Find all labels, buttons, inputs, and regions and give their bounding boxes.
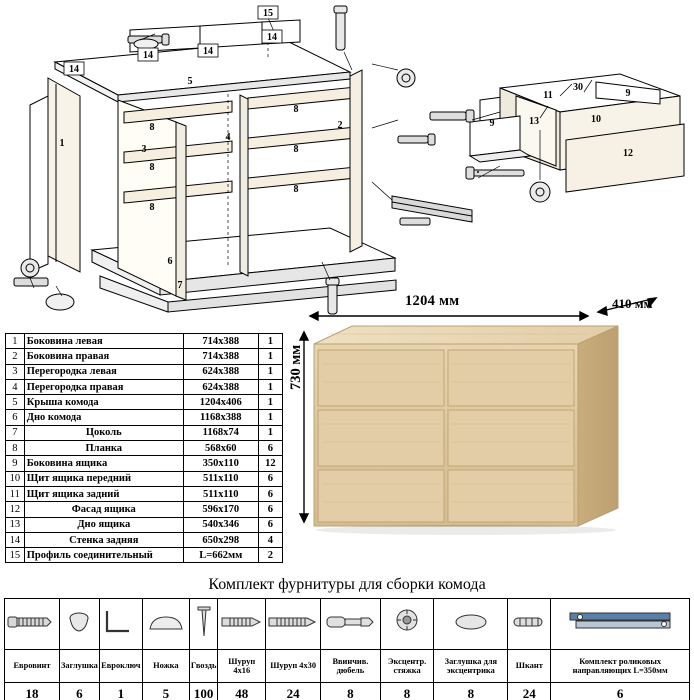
- part-quantity: 1: [258, 395, 282, 410]
- eccentric-coupler-icon: [380, 599, 434, 650]
- svg-text:8: 8: [293, 184, 299, 195]
- svg-text:5: 5: [187, 76, 193, 87]
- svg-text:1: 1: [59, 138, 65, 149]
- hardware-kit-title: Комплект фурнитуры для сборки комода: [208, 576, 486, 593]
- kit-item-count: 6: [60, 683, 100, 700]
- part-dimension: 1204х406: [183, 395, 258, 410]
- svg-text:8: 8: [149, 202, 155, 213]
- dowel-icon: [508, 599, 551, 650]
- part-dimension: 714х388: [183, 334, 258, 349]
- part-number: 12: [6, 502, 25, 517]
- svg-text:9: 9: [489, 118, 495, 129]
- kit-item-label: Шуруп 4х16: [218, 650, 266, 683]
- svg-text:2: 2: [337, 120, 343, 131]
- table-row: [6, 349, 283, 364]
- svg-text:14: 14: [143, 50, 153, 61]
- part-dimension: 596х170: [183, 502, 258, 517]
- width-dimension-label: 1204 мм: [405, 293, 460, 309]
- parts-list-table: [5, 333, 283, 563]
- part-name: Профиль соединительный: [24, 548, 183, 563]
- depth-dimension-label: 410 мм: [612, 296, 653, 311]
- kit-item-label: Евровинт: [5, 650, 60, 683]
- height-dimension-label: 730 мм: [288, 344, 304, 390]
- table-row: [6, 517, 283, 532]
- part-number: 9: [6, 456, 25, 471]
- part-name: Перегородка правая: [24, 379, 183, 394]
- eurokey-icon: [99, 599, 142, 650]
- part-dimension: 540х346: [183, 517, 258, 532]
- screw-4x30-icon: [266, 599, 321, 650]
- part-number: 14: [6, 532, 25, 547]
- part-quantity: 4: [258, 532, 282, 547]
- hardware-kit-table: [4, 598, 690, 700]
- svg-text:4: 4: [225, 132, 231, 143]
- part-quantity: 1: [258, 334, 282, 349]
- kit-item-count: 24: [508, 683, 551, 700]
- part-number: 13: [6, 517, 25, 532]
- part-name: Крыша комода: [24, 395, 183, 410]
- part-name: Щит ящика передний: [24, 471, 183, 486]
- kit-item-count: 48: [218, 683, 266, 700]
- table-row: [6, 334, 283, 349]
- svg-text:9: 9: [625, 88, 631, 99]
- svg-text:14: 14: [69, 64, 79, 75]
- kit-labels-row: [5, 650, 690, 683]
- part-name: Планка: [24, 441, 183, 456]
- svg-text:14: 14: [203, 46, 213, 57]
- kit-item-label: Комплект роликовых направляющих L=350мм: [551, 650, 690, 683]
- table-row: [6, 456, 283, 471]
- part-name: Боковина ящика: [24, 456, 183, 471]
- part-number: 4: [6, 379, 25, 394]
- kit-item-label: Заглушка: [60, 650, 100, 683]
- leg-icon: [142, 599, 189, 650]
- part-number: 2: [6, 349, 25, 364]
- part-number: 11: [6, 486, 25, 501]
- part-quantity: 1: [258, 349, 282, 364]
- dresser-render: [288, 290, 690, 555]
- exploded-assembly-diagram: [0, 0, 694, 320]
- part-name: Дно ящика: [24, 517, 183, 532]
- svg-text:8: 8: [293, 144, 299, 155]
- part-dimension: 350х110: [183, 456, 258, 471]
- table-row: [6, 425, 283, 440]
- part-quantity: 6: [258, 517, 282, 532]
- svg-text:8: 8: [293, 104, 299, 115]
- svg-text:10: 10: [591, 114, 601, 125]
- cap-icon: [60, 599, 100, 650]
- part-name: Дно комода: [24, 410, 183, 425]
- part-quantity: 1: [258, 379, 282, 394]
- part-quantity: 2: [258, 548, 282, 563]
- part-number: 10: [6, 471, 25, 486]
- part-name: Перегородка левая: [24, 364, 183, 379]
- eccentric-cap-icon: [434, 599, 508, 650]
- part-quantity: 6: [258, 441, 282, 456]
- table-row: [6, 532, 283, 547]
- part-number: 3: [6, 364, 25, 379]
- table-row: [6, 502, 283, 517]
- part-quantity: 1: [258, 410, 282, 425]
- part-number: 8: [6, 441, 25, 456]
- part-number: 1: [6, 334, 25, 349]
- table-row: [6, 364, 283, 379]
- kit-counts-row: [5, 683, 690, 700]
- part-dimension: 511х110: [183, 471, 258, 486]
- kit-item-label: Гвоздь: [189, 650, 218, 683]
- svg-text:30: 30: [573, 82, 583, 93]
- part-quantity: 12: [258, 456, 282, 471]
- part-number: 5: [6, 395, 25, 410]
- part-dimension: 624х388: [183, 379, 258, 394]
- kit-item-count: 1: [99, 683, 142, 700]
- kit-item-count: 8: [434, 683, 508, 700]
- kit-item-count: 8: [321, 683, 381, 700]
- table-row: [6, 471, 283, 486]
- part-dimension: L=662мм: [183, 548, 258, 563]
- part-name: Цоколь: [24, 425, 183, 440]
- kit-item-count: 6: [551, 683, 690, 700]
- table-row: [6, 395, 283, 410]
- part-name: Стенка задняя: [24, 532, 183, 547]
- part-number: 15: [6, 548, 25, 563]
- part-dimension: 714х388: [183, 349, 258, 364]
- svg-text:14: 14: [267, 32, 277, 43]
- part-dimension: 568х60: [183, 441, 258, 456]
- svg-text:8: 8: [149, 122, 155, 133]
- kit-item-label: Шуруп 4х30: [266, 650, 321, 683]
- part-number: 7: [6, 425, 25, 440]
- part-name: Щит ящика задний: [24, 486, 183, 501]
- part-name: Боковина левая: [24, 334, 183, 349]
- svg-text:6: 6: [167, 256, 173, 267]
- part-dimension: 650х298: [183, 532, 258, 547]
- svg-text:8: 8: [149, 162, 155, 173]
- kit-item-label: Ножка: [142, 650, 189, 683]
- kit-item-count: 5: [142, 683, 189, 700]
- part-quantity: 1: [258, 364, 282, 379]
- kit-item-label: Евроключ: [99, 650, 142, 683]
- part-quantity: 6: [258, 502, 282, 517]
- part-quantity: 1: [258, 425, 282, 440]
- svg-text:3: 3: [141, 144, 147, 155]
- kit-item-label: Шкант: [508, 650, 551, 683]
- svg-text:7: 7: [177, 280, 183, 291]
- kit-item-count: 18: [5, 683, 60, 700]
- table-row: [6, 410, 283, 425]
- part-dimension: 1168х74: [183, 425, 258, 440]
- roller-slide-icon: [551, 599, 690, 650]
- table-row: [6, 486, 283, 501]
- nail-icon: [189, 599, 218, 650]
- table-row: [6, 548, 283, 563]
- screw-4x16-icon: [218, 599, 266, 650]
- svg-text:13: 13: [529, 116, 539, 127]
- screwdriver-icon: [321, 599, 381, 650]
- part-dimension: 511х110: [183, 486, 258, 501]
- kit-item-count: 100: [189, 683, 218, 700]
- table-row: [6, 379, 283, 394]
- kit-item-label: Ввинчив. дюбель: [321, 650, 381, 683]
- part-number: 6: [6, 410, 25, 425]
- part-name: Фасад ящика: [24, 502, 183, 517]
- kit-item-count: 24: [266, 683, 321, 700]
- part-quantity: 6: [258, 471, 282, 486]
- kit-item-label: Заглушка для эксцентрика: [434, 650, 508, 683]
- svg-text:12: 12: [623, 148, 633, 159]
- kit-item-count: 8: [380, 683, 434, 700]
- euroscrew-icon: [5, 599, 60, 650]
- product-photo: [288, 290, 690, 555]
- kit-item-label: Эксцентр. стяжка: [380, 650, 434, 683]
- table-row: [6, 441, 283, 456]
- part-dimension: 1168х388: [183, 410, 258, 425]
- part-dimension: 624х388: [183, 364, 258, 379]
- kit-icons-row: [5, 599, 690, 650]
- svg-text:11: 11: [543, 90, 553, 101]
- diagram-svg: [0, 0, 694, 325]
- part-quantity: 6: [258, 486, 282, 501]
- part-name: Боковина правая: [24, 349, 183, 364]
- svg-text:15: 15: [263, 8, 273, 19]
